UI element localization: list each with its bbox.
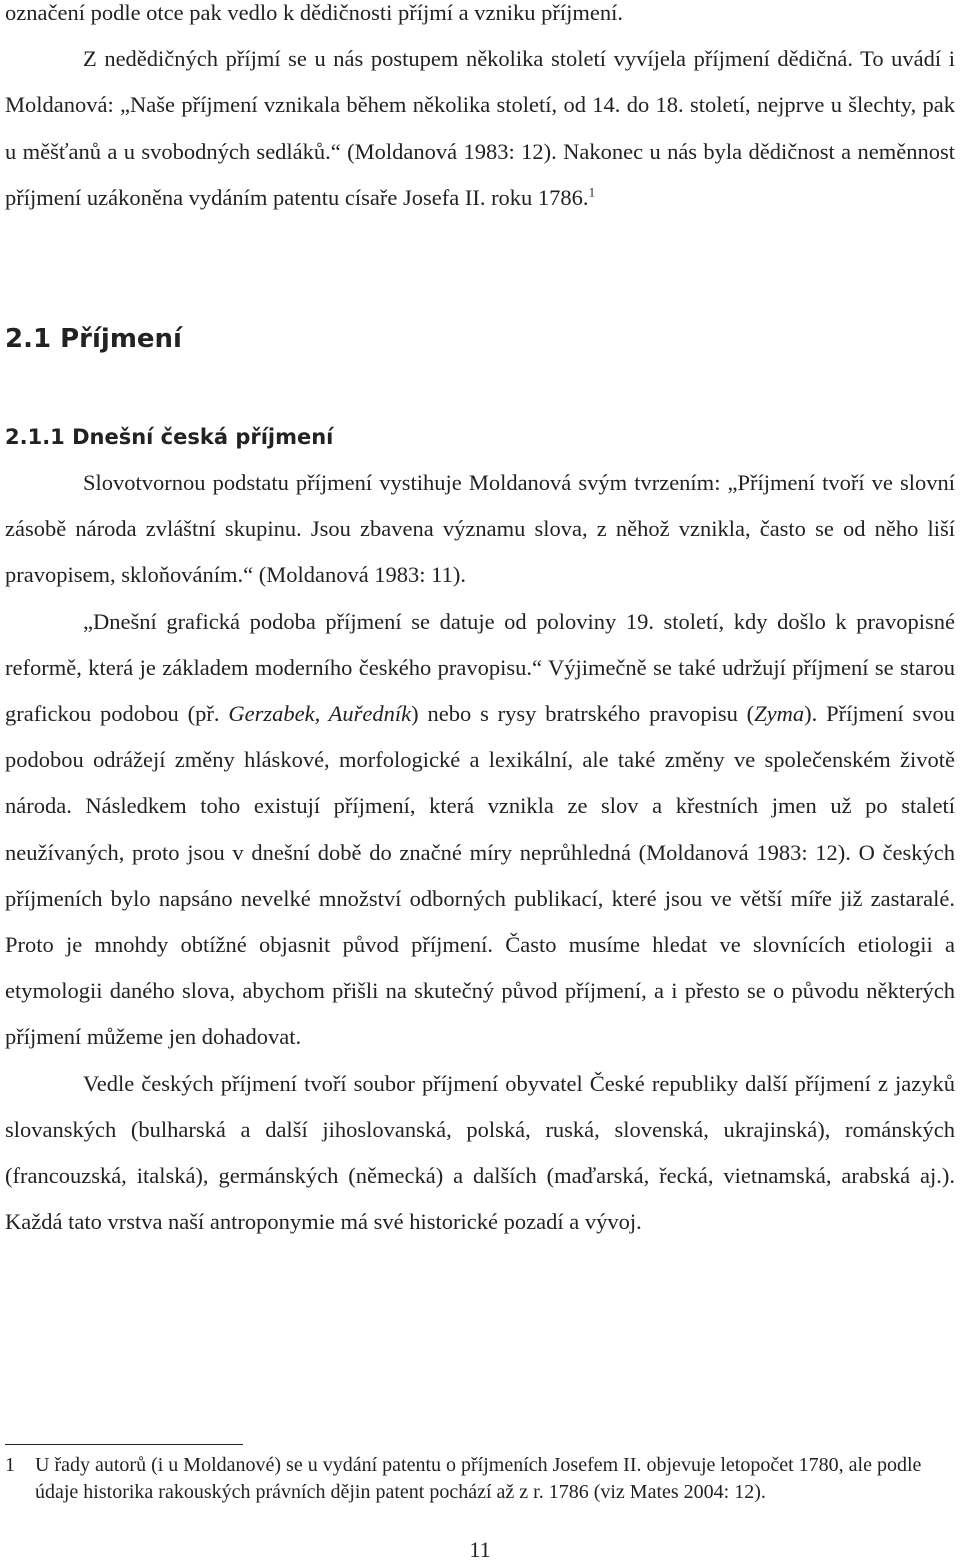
footnote-reference[interactable]: 1	[588, 184, 596, 200]
intro-paragraph-text: Z nedědičných příjmí se u nás postupem několika století vyvíjela příjmení dědičná. To uvádí i Moldanová: „Naše příjmení vznikala během několika století, od 14. do 18. století, nejprve u šlechty, pak u měšťanů a u svobodných sedláků.“ (Moldanová 1983: 12). Nakonec u nás byla dědičnost a neměnnost příjmení uzákoněna vydáním patentu císaře Josefa II. roku 1786.	[5, 46, 955, 210]
body-paragraph-3: Vedle českých příjmení tvoří soubor příjmení obyvatel České republiky další příjmení z jazyků slovanských (bulharská a další jihoslovanská, polská, ruská, slovenská, ukrajinská), románských (francouzská, italská), germánských (německá) a dalších (maďarská, řecká, vietnamská, arabská aj.). Každá tato vrstva naší antroponymie má své historické pozadí a vývoj.	[5, 1070, 955, 1235]
subsection-heading: 2.1.1 Dnešní česká příjmení	[5, 425, 334, 449]
body-paragraph-2	[5, 599, 955, 1061]
body-paragraph-2-text-a: „Dnešní grafická podoba příjmení se datuje od poloviny 19. století, kdy došlo k pravopisné reformě, která je základem moderního českého pravopisu.“ Výjimečně se také udržují příjmení se starou grafickou podobou (př.	[5, 608, 955, 727]
intro-paragraph	[5, 36, 955, 221]
intro-block	[5, 0, 955, 221]
body-paragraph-1: Slovotvornou podstatu příjmení vystihuje Moldanová svým tvrzením: „Příjmení tvoří ve slovní zásobě národa zvláštní skupinu. Jsou zbavena významu slova, z něhož vznikla, často se od něho liší pravopisem, skloňováním.“ (Moldanová 1983: 11).	[5, 470, 955, 588]
example-surnames: Gerzabek, Auředník	[228, 701, 412, 727]
footnote-separator	[5, 1444, 243, 1445]
document-page	[5, 0, 955, 1235]
example-surname-zyma: Zyma	[754, 701, 805, 727]
body-paragraph-2-text-b: ) nebo s rysy bratrského pravopisu (	[411, 701, 755, 727]
footnote-text: U řady autorů (i u Moldanové) se u vydání patentu o příjmeních Josefem II. objevuje letopočet 1780, ale podle údaje historika rakouských právních dějin patent pochází až z r. 1786 (viz Mates 2004: 12).	[35, 1454, 922, 1503]
body-text	[5, 460, 955, 1245]
section-heading: 2.1 Příjmení	[5, 324, 182, 354]
footnote	[5, 1452, 955, 1506]
body-paragraph-2-text-c: ). Příjmení svou podobou odrážejí změny hláskové, morfologické a lexikální, ale také změny ve společenském životě národa. Následkem toho existují příjmení, která vznikla ze slov a křestních jmen už po staletí neužívaných, proto jsou v dnešní době do značné míry neprůhledná (Moldanová 1983: 12). O českých příjmeních bylo napsáno nevelké množství odborných publikací, které jsou ve větší míře již zastaralé. Proto je mnohdy obtížné objasnit původ příjmení. Často musíme hledat ve slovnících etiologii a etymologii daného slova, abychom přišli na skutečný původ příjmení, a i přesto se o původu některých příjmení můžeme jen dohadovat.	[5, 701, 955, 1050]
page-number: 11	[469, 1537, 491, 1562]
intro-paragraph-end: označení podle otce pak vedlo k dědičnosti příjmí a vzniku příjmení.	[5, 0, 623, 25]
footnote-number: 1	[5, 1454, 15, 1476]
